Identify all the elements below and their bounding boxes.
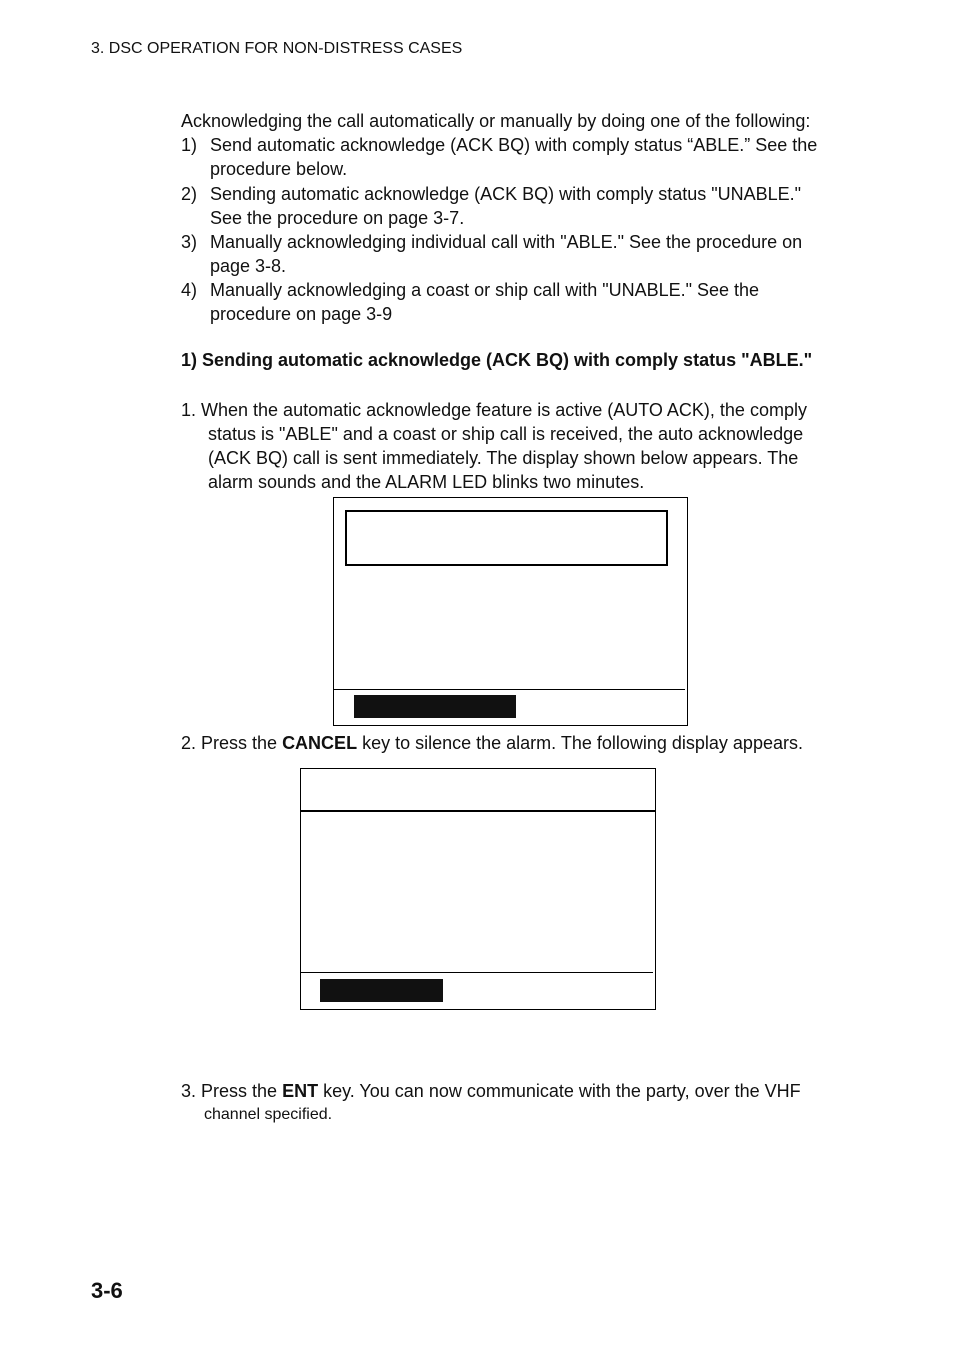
ent-key: ENT <box>282 1081 319 1101</box>
option-text: See the procedure on page 3-7. <box>210 208 465 228</box>
cancel-key: CANCEL <box>282 733 358 753</box>
intro-paragraph: Acknowledging the call automatically or manually by doing one of the following: <box>181 111 811 131</box>
section-heading: 1) Sending automatic acknowledge (ACK BQ) with comply status "ABLE." <box>181 350 813 370</box>
option-number: 4) <box>181 280 198 300</box>
option-text: Sending automatic acknowledge (ACK BQ) with comply status "UNABLE." <box>210 184 802 204</box>
option-text: Manually acknowledging individual call with "ABLE." See the procedure on <box>210 232 803 252</box>
step-text: 1. When the automatic acknowledge feature is active (AUTO ACK), the comply <box>181 400 807 420</box>
message-box <box>345 510 668 566</box>
softkey-bar <box>354 695 516 718</box>
step-text: status is "ABLE" and a coast or ship call is received, the auto acknowledge <box>208 424 804 444</box>
step-text: alarm sounds and the ALARM LED blinks two minutes. <box>208 472 645 492</box>
option-number: 2) <box>181 184 198 204</box>
option-text: procedure on page 3-9 <box>210 304 393 324</box>
step-text: channel specified. <box>204 1106 333 1123</box>
title-divider <box>301 810 655 812</box>
section-header: 3. DSC OPERATION FOR NON-DISTRESS CASES <box>91 40 463 57</box>
step-1 <box>181 398 841 494</box>
option-number: 3) <box>181 232 198 252</box>
divider <box>301 972 653 973</box>
display-screen-2 <box>300 768 656 1010</box>
softkey-bar <box>320 979 443 1002</box>
option-text: procedure below. <box>210 159 348 179</box>
option-number: 1) <box>181 135 198 155</box>
step-2: 2. Press the CANCEL key to silence the alarm. The following display appears. <box>181 733 803 753</box>
page-number: 3-6 <box>91 1278 123 1303</box>
step-3: 3. Press the ENT key. You can now communicate with the party, over the VHF channel specified. <box>181 1079 841 1127</box>
divider <box>334 689 685 690</box>
option-text: page 3-8. <box>210 256 287 276</box>
display-screen-1 <box>333 497 688 726</box>
option-text: Send automatic acknowledge (ACK BQ) with comply status “ABLE.” See the <box>210 135 818 155</box>
option-text: Manually acknowledging a coast or ship call with "UNABLE." See the <box>210 280 760 300</box>
step-text: (ACK BQ) call is sent immediately. The display shown below appears. The <box>208 448 799 468</box>
